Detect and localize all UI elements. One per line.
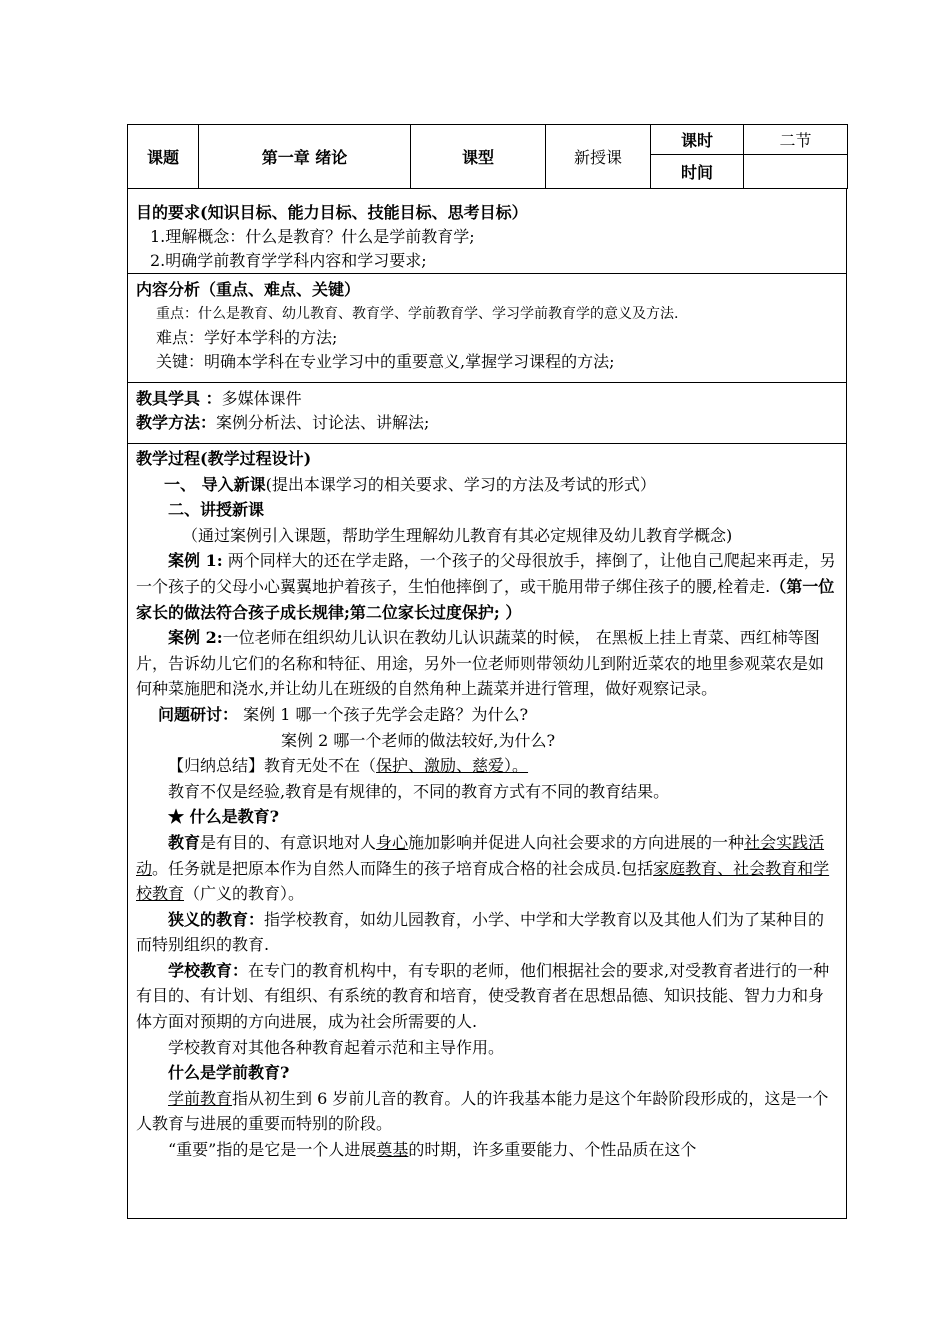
objective-item: 1.理解概念：什么是教育？什么是学前教育学; [150, 227, 475, 246]
case2 [136, 625, 838, 702]
analysis-title: 内容分析（重点、难点、关键） [136, 280, 361, 299]
question-label: 问题研讨： [158, 704, 239, 724]
lesson-plan [127, 124, 847, 1219]
preschool-underlined: 学前教育 [168, 1088, 233, 1108]
type-label: 课型 [411, 125, 546, 189]
time-value [744, 155, 848, 189]
summary-text: 教育无处不在（ [264, 756, 377, 776]
case2-text: 一位老师在组织幼儿认识在教幼儿认识蔬菜的时候， 在黑板上挂上青菜、西红柿等图片，告诉幼儿它们的名称和特征、用途，另外一位老师则带领幼儿到附近菜农的地里参观菜农是如何种菜施肥和浇水,并让幼儿在班级的自然角种上蔬菜并进行管理，做好观察记录。 [136, 628, 825, 699]
importance-underlined: 奠基 [376, 1140, 409, 1160]
school-role: 学校教育对其他各种教育起着示范和主导作用。 [168, 1037, 505, 1057]
preschool-text: 指从初生到 6 岁前儿音的教育。人的许我基本能力是这个年龄阶段形成的，这是一个人教育与进展的重要而特别的阶段。 [136, 1088, 829, 1134]
objective-item: 2.明确学前教育学学科内容和学习要求; [150, 251, 427, 270]
what-is-preschool-heading: 什么是学前教育? [168, 1063, 290, 1083]
lesson-type: 新授课 [546, 125, 651, 189]
what-is-education-heading: ★ 什么是教育? [168, 807, 279, 827]
tools-section [127, 383, 847, 444]
school-education [136, 958, 838, 1035]
education-text: 。任务就是把原本作为自然人而降生的孩子培育成合格的社会成员.包括 [152, 858, 654, 878]
methods-label: 教学方法： [136, 413, 217, 432]
difficulty-label: 难点： [156, 328, 205, 347]
case1 [136, 548, 838, 625]
hours-label: 课时 [651, 125, 744, 155]
key-points [136, 302, 838, 326]
narrow-education [136, 907, 838, 958]
crux-text: 明确本学科在专业学习中的重要意义,掌握学习课程的方法; [204, 352, 615, 371]
time-label: 时间 [651, 155, 744, 189]
education-text: 施加影响并促进人向社会要求的方向进展的一种 [408, 832, 745, 852]
education-definition [136, 830, 838, 907]
narrow-label: 狭义的教育： [168, 909, 265, 929]
case1-note: （第一位家长的做法符合孩子成长规律;第二位家长过度保护; ） [136, 576, 835, 622]
case1-text: 两个同样大的还在学走路，一个孩子的父母很放手，摔倒了，让他自己爬起来再走，另一个孩子的父母小心翼翼地护着孩子，生怕他摔倒了，或干脆用带子绑住孩子的腰,栓着走. [136, 551, 836, 596]
step1-text: (提出本课学习的相关要求、学习的方法及考试的形式） [265, 474, 656, 494]
case1-label: 案例 1: [168, 551, 223, 571]
summary-line2: 教育不仅是经验,教育是有规律的，不同的教育方式有不同的教育结果。 [168, 781, 670, 801]
lesson-title: 第一章 绪论 [199, 125, 411, 189]
header-table [127, 124, 848, 189]
education-label: 教育 [168, 832, 201, 852]
importance-text: “重要”指的是它是一个人进展 [168, 1140, 377, 1160]
tools-value: 多媒体课件 [221, 389, 302, 408]
step-intro [136, 472, 838, 498]
hours-value: 二节 [744, 125, 848, 155]
education-underlined: 社会实践活动 [136, 832, 825, 878]
difficulty [136, 326, 838, 350]
step2-label: 二、讲授新课 [168, 500, 265, 520]
question1-text: 案例 1 哪一个孩子先学会走路？为什么? [238, 704, 529, 724]
education-text: 是有目的、有意识地对人 [200, 832, 377, 852]
school-text: 在专门的教育机构中，有专职的老师，他们根据社会的要求,对受教育者进行的一种有目的、有计划、有组织、有系统的教育和培育，使受教育者在思想品德、知识技能、智力力和身体方面对预期的方向进展，成为社会所需要的人. [136, 960, 830, 1032]
key-points-text: 什么是教育、幼儿教育、教育学、学前教育学、学习学前教育学的意义及方法. [198, 306, 679, 322]
education-underlined: 身心 [376, 832, 409, 852]
question1 [136, 702, 838, 728]
key-points-label: 重点： [156, 306, 198, 322]
methods-line [136, 411, 838, 435]
case2-label: 案例 2: [168, 628, 223, 648]
difficulty-text: 学好本学科的方法; [204, 328, 338, 347]
step1-label: 一、 导入新课 [164, 474, 266, 494]
crux-label: 关键： [156, 352, 205, 371]
tools-line [136, 387, 838, 411]
analysis-section [127, 274, 847, 383]
question2: 案例 2 哪一个老师的做法较好,为什么? [281, 730, 556, 750]
methods-value: 案例分析法、讨论法、讲解法; [216, 413, 430, 432]
narrow-text: 指学校教育，如幼儿园教育，小学、中学和大学教育以及其他人们为了某种目的而特别组织的教育. [136, 909, 825, 955]
process-section [127, 444, 847, 1219]
crux [136, 350, 838, 374]
education-underlined: 家庭教育、社会教育和学校教育 [136, 858, 830, 904]
lesson-label: 课题 [128, 125, 199, 189]
intro-text: （通过案例引入课题，帮助学生理解幼儿教育有其必定规律及幼儿教育学概念) [182, 525, 733, 545]
school-label: 学校教育： [168, 960, 249, 980]
summary-label: 【归纳总结】 [168, 756, 265, 776]
importance [136, 1137, 838, 1163]
education-text: （广义的教育）。 [184, 884, 305, 904]
process-title: 教学过程(教学过程设计) [136, 449, 312, 468]
tools-label: 教具学具 ： [136, 389, 222, 408]
importance-text: 的时期，许多重要能力、个性品质在这个 [408, 1140, 697, 1160]
objectives-title: 目的要求(知识目标、能力目标、技能目标、思考目标） [136, 203, 528, 222]
summary-underlined: 保护、激励、慈爱）。 [376, 756, 529, 776]
summary [136, 753, 838, 779]
preschool-definition [136, 1086, 838, 1137]
objectives-section [127, 189, 847, 274]
